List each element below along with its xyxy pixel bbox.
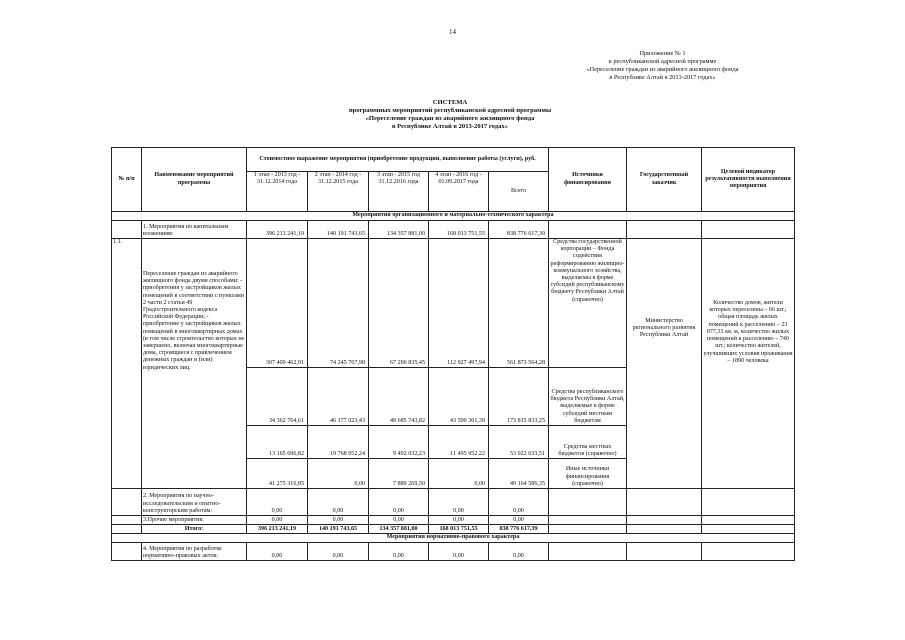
cell (627, 489, 702, 516)
value-cell: 0,00 (247, 543, 308, 561)
cell (112, 221, 142, 239)
row-name: 1. Мероприятия по капитальным вложениям: (142, 221, 247, 239)
value-cell: 112 927 497,94 (429, 239, 489, 368)
header-customer: Государственный заказчик (627, 148, 702, 212)
value-cell: 0,00 (489, 489, 549, 516)
header-stage3: 3 этап - 2015 год 31.12.2016 года (369, 172, 429, 212)
value-cell: 74 245 767,98 (308, 239, 369, 368)
header-num: № п/п (112, 148, 142, 212)
cell (627, 221, 702, 239)
value-cell: 0,00 (429, 516, 489, 525)
value-cell: 134 357 881,00 (369, 525, 429, 534)
row-name: Переселение граждан из аварийного жилищного фонда двумя способами: - приобретения у застройщиков жилых помещений в соответствии с пунктами 2 части 2 статьи 49 Градостроительного кодекса Российской Федерации; - приобретение у застройщиков жилых помещений в многоквартирных домах (в том числе строительство которых не завершено, включая многоквартирные дома, строящиеся с привлечением денежных граждан и (или) юридических лиц. (142, 239, 247, 489)
appendix-line: «Переселение граждан из аварийного жилищного фонда (586, 66, 739, 73)
cell (627, 516, 702, 525)
value-cell: 307 409 462,91 (247, 239, 308, 368)
row-num: 1.1. (112, 239, 142, 489)
header-total: Всего (489, 172, 549, 212)
appendix-line: в Республике Алтай в 2013-2017 годах» (609, 74, 716, 81)
value-cell: 49 685 743,82 (369, 368, 429, 426)
value-cell: 838 776 617,39 (489, 525, 549, 534)
cell (112, 516, 142, 525)
value-cell: 140 191 743,65 (308, 221, 369, 239)
value-cell: 0,00 (429, 489, 489, 516)
row-name: 4. Мероприятия по разработке нормативно-правовых актов: (142, 543, 247, 561)
title-line: «Переселение граждан из аварийного жилищного фонда (365, 115, 535, 122)
cell (702, 489, 795, 516)
header-name: Наименование мероприятий программы (142, 148, 247, 212)
value-cell: 0,00 (308, 516, 369, 525)
cell (627, 543, 702, 561)
program-table (111, 147, 795, 561)
value-cell: 168 013 751,55 (429, 221, 489, 239)
value-cell: 168 013 751,55 (429, 525, 489, 534)
value-cell: 0,00 (369, 516, 429, 525)
cell (702, 525, 795, 534)
value-cell: 838 776 617,39 (489, 221, 549, 239)
title-line: СИСТЕМА (432, 99, 468, 106)
cell (112, 525, 142, 534)
document-title (300, 99, 600, 131)
value-cell: 53 922 633,51 (489, 426, 549, 459)
value-cell: 0,00 (429, 543, 489, 561)
value-cell: 396 213 241,19 (247, 525, 308, 534)
table-row (112, 239, 795, 368)
cell (549, 516, 627, 525)
cell (702, 516, 795, 525)
value-cell: 0,00 (369, 489, 429, 516)
row-name: 3.Прочие мероприятия: (142, 516, 247, 525)
value-cell: 134 357 881,00 (369, 221, 429, 239)
value-cell: 41 275 316,85 (247, 459, 308, 489)
appendix-line: Приложение № 1 (639, 50, 686, 57)
cell (549, 221, 627, 239)
table-row (112, 516, 795, 525)
value-cell: 9 492 032,23 (369, 426, 429, 459)
indicator-cell: Количество домов, жители которых переселены – 66 шт.; общая площадь жилых помещений к расселению – 23 077,33 кв. м, количество жилых помещений к расселению – 740 шт.; количество жителей, улучшивших условия проживания – 1890 человека (702, 239, 795, 489)
value-cell: 561 873 564,28 (489, 239, 549, 368)
value-cell: 11 495 952.22 (429, 426, 489, 459)
value-cell: 13 165 696,82 (247, 426, 308, 459)
cell (702, 543, 795, 561)
header-cost: Стоимостное выражение мероприятия (приобретение продукции, выполнение работы (услуги), руб. (247, 148, 549, 172)
value-cell: 34 362 764,61 (247, 368, 308, 426)
value-cell: 396 213 241,19 (247, 221, 308, 239)
value-cell: 19 768 952,24 (308, 426, 369, 459)
value-cell: 43 590 301,39 (429, 368, 489, 426)
value-cell: 0,00 (308, 459, 369, 489)
customer-cell: Министерство регионального развития Республики Алтай (627, 239, 702, 489)
header-stage2: 2 этап - 2014 год - 31.12.2015 года (308, 172, 369, 212)
section-heading: Мероприятия организационного и материально-технического характера (112, 212, 795, 221)
table-row (112, 543, 795, 561)
value-cell: 0,00 (308, 489, 369, 516)
table-row (112, 525, 795, 534)
value-cell: 0,00 (308, 543, 369, 561)
cell (549, 525, 627, 534)
cell (627, 525, 702, 534)
table-row (112, 221, 795, 239)
value-cell: 46 177 023,43 (308, 368, 369, 426)
value-cell: 67 290 835,45 (369, 239, 429, 368)
header-stage1: 1 этап - 2013 год - 31.12.2014 года (247, 172, 308, 212)
appendix-header (540, 50, 785, 82)
value-cell: 0,00 (247, 489, 308, 516)
row-name: 2. Мероприятия по научно-исследовательским и опытно-конструкторским работам: (142, 489, 247, 516)
cell (112, 543, 142, 561)
source-cell: Средства государственной корпорации – Фонда содействия реформированию жилищно-коммунального хозяйства, выделяемы в форме субсидий республиканскому бюджету Республики Алтай (справочно) (549, 239, 627, 368)
cell (702, 221, 795, 239)
total-label: Итого: (142, 525, 247, 534)
value-cell: 0,00 (369, 543, 429, 561)
value-cell: 140 191 743,65 (308, 525, 369, 534)
value-cell: 0,00 (247, 516, 308, 525)
value-cell: 7 889 269,50 (369, 459, 429, 489)
value-cell: 0,00 (489, 543, 549, 561)
source-cell: Средства республиканского бюджета Республики Алтай, выделяемые в форме субсидий местным бюджетам (549, 368, 627, 426)
section-heading: Мероприятия нормативно-правового характера (112, 534, 795, 543)
table-row (112, 489, 795, 516)
title-line: в Республике Алтай в 2013-2017 годах» (391, 123, 509, 130)
appendix-line: к республиканской адресной программе (608, 58, 717, 65)
source-cell: Средства местных бюджетов (справочно) (549, 426, 627, 459)
header-stage4: 4 этап - 2016 год - 01.09.2017 года (429, 172, 489, 212)
value-cell: 173 815 833,25 (489, 368, 549, 426)
value-cell: 0,00 (429, 459, 489, 489)
page-number: 14 (449, 28, 456, 36)
value-cell: 49 164 586,35 (489, 459, 549, 489)
cell (549, 489, 627, 516)
title-line: программных мероприятий республиканской адресной программы (348, 107, 552, 114)
header-sources: Источники финансирования (549, 148, 627, 212)
header-indicator: Целевой индикатор результативности выполнения мероприятия (702, 148, 795, 212)
cell (112, 489, 142, 516)
source-cell: Иные источники финансирования (справочно) (549, 459, 627, 489)
cell (549, 543, 627, 561)
value-cell: 0,00 (489, 516, 549, 525)
